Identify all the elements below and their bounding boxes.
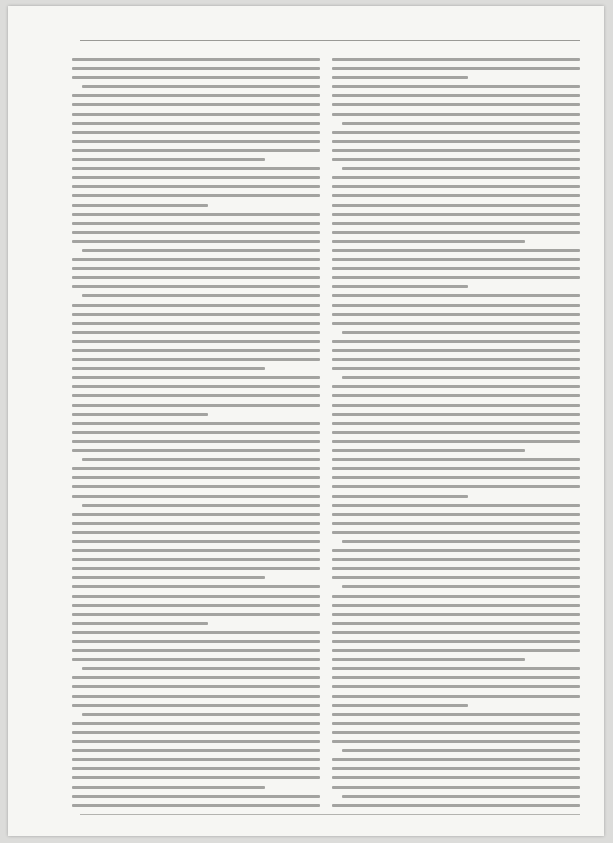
text-line-placeholder [72,722,320,725]
text-line-placeholder [72,67,320,70]
footer-rule [80,814,580,815]
text-line-placeholder [72,776,320,779]
text-line-placeholder [332,249,580,252]
text-line-placeholder [72,240,320,243]
text-line-placeholder [72,740,320,743]
text-line-placeholder [72,695,320,698]
text-line-placeholder [72,440,320,443]
text-line-placeholder [332,313,580,316]
text-line-placeholder [72,276,320,279]
text-line-placeholder [72,540,320,543]
text-line-placeholder [72,758,320,761]
text-line-placeholder [72,258,320,261]
text-line-placeholder [342,122,580,125]
text-line-placeholder [72,749,320,752]
text-line-placeholder [72,449,320,452]
text-line-placeholder [332,767,580,770]
text-line-placeholder [342,585,580,588]
text-line-placeholder [72,704,320,707]
text-line-placeholder [332,522,580,525]
text-line-placeholder [332,776,580,779]
text-line-placeholder [332,467,580,470]
text-line-placeholder [72,513,320,516]
text-line-placeholder [332,549,580,552]
text-line-placeholder [332,158,580,161]
text-line-placeholder [332,649,580,652]
text-line-placeholder [72,404,320,407]
text-line-placeholder [332,349,580,352]
text-line-placeholder [332,458,580,461]
text-line-placeholder [342,749,580,752]
text-line-placeholder [332,622,580,625]
text-line-placeholder [82,713,320,716]
text-line-placeholder [332,240,525,243]
text-line-placeholder [332,185,580,188]
text-line-placeholder [332,404,580,407]
text-line-placeholder [332,722,580,725]
text-line-placeholder [332,431,580,434]
text-line-placeholder [332,322,580,325]
text-line-placeholder [72,549,320,552]
text-line-placeholder [72,558,320,561]
text-line-placeholder [72,213,320,216]
text-line-placeholder [72,285,320,288]
text-line-placeholder [332,194,580,197]
text-line-placeholder [332,476,580,479]
text-line-placeholder [332,140,580,143]
text-line-placeholder [72,103,320,106]
text-line-placeholder [332,85,580,88]
text-line-placeholder [72,731,320,734]
text-line-placeholder [332,658,525,661]
text-line-placeholder [72,267,320,270]
text-line-placeholder [72,358,320,361]
text-line-placeholder [72,595,320,598]
text-line-placeholder [72,231,320,234]
text-line-placeholder [332,558,580,561]
text-line-placeholder [82,249,320,252]
text-line-placeholder [332,786,580,789]
text-line-placeholder [332,213,580,216]
text-line-placeholder [332,676,580,679]
text-line-placeholder [72,131,320,134]
text-line-placeholder [332,304,580,307]
text-line-placeholder [72,167,320,170]
text-line-placeholder [332,131,580,134]
text-line-placeholder [72,149,320,152]
text-line-placeholder [332,367,580,370]
text-line-placeholder [332,595,580,598]
text-line-placeholder [72,413,208,416]
text-line-placeholder [332,449,525,452]
text-line-placeholder [72,585,320,588]
text-line-placeholder [332,504,580,507]
text-line-placeholder [72,58,320,61]
text-column-left [72,58,320,810]
text-line-placeholder [332,103,580,106]
text-line-placeholder [82,667,320,670]
text-line-placeholder [72,658,320,661]
text-line-placeholder [332,576,580,579]
text-line-placeholder [72,495,320,498]
text-line-placeholder [332,222,580,225]
text-line-placeholder [72,94,320,97]
text-line-placeholder [332,695,580,698]
text-line-placeholder [332,495,468,498]
text-line-placeholder [332,58,580,61]
text-line-placeholder [332,285,468,288]
header-rule [80,40,580,41]
text-line-placeholder [332,513,580,516]
text-line-placeholder [332,713,580,716]
text-line-placeholder [332,413,580,416]
text-line-placeholder [72,140,320,143]
text-line-placeholder [332,704,468,707]
text-line-placeholder [72,767,320,770]
text-line-placeholder [332,394,580,397]
text-line-placeholder [72,476,320,479]
text-line-placeholder [72,631,320,634]
text-line-placeholder [332,422,580,425]
text-line-placeholder [72,485,320,488]
text-line-placeholder [72,304,320,307]
text-line-placeholder [332,176,580,179]
text-line-placeholder [72,604,320,607]
text-line-placeholder [72,576,265,579]
text-line-placeholder [72,649,320,652]
text-line-placeholder [72,122,320,125]
text-line-placeholder [82,85,320,88]
text-line-placeholder [332,258,580,261]
text-line-placeholder [342,540,580,543]
text-line-placeholder [332,358,580,361]
text-line-placeholder [72,349,320,352]
text-line-placeholder [72,204,208,207]
text-line-placeholder [72,331,320,334]
text-line-placeholder [72,467,320,470]
text-line-placeholder [342,376,580,379]
text-line-placeholder [82,458,320,461]
text-line-placeholder [342,795,580,798]
text-line-placeholder [72,795,320,798]
text-line-placeholder [72,567,320,570]
text-line-placeholder [72,422,320,425]
text-line-placeholder [342,167,580,170]
text-line-placeholder [332,631,580,634]
text-line-placeholder [342,331,580,334]
text-line-placeholder [332,640,580,643]
text-line-placeholder [72,640,320,643]
text-line-placeholder [72,376,320,379]
text-line-placeholder [332,804,580,807]
document-page [8,6,604,836]
text-line-placeholder [332,485,580,488]
text-line-placeholder [72,431,320,434]
text-line-placeholder [332,604,580,607]
text-line-placeholder [332,76,468,79]
text-line-placeholder [72,313,320,316]
text-line-placeholder [72,322,320,325]
text-column-right [332,58,580,810]
text-line-placeholder [332,149,580,152]
text-line-placeholder [72,522,320,525]
text-line-placeholder [72,367,265,370]
text-line-placeholder [332,385,580,388]
text-line-placeholder [72,786,265,789]
text-line-placeholder [332,758,580,761]
text-line-placeholder [332,204,580,207]
text-line-placeholder [332,440,580,443]
text-line-placeholder [72,394,320,397]
text-line-placeholder [332,667,580,670]
text-line-placeholder [72,685,320,688]
text-line-placeholder [72,676,320,679]
text-line-placeholder [72,531,320,534]
text-line-placeholder [332,531,580,534]
text-line-placeholder [82,504,320,507]
text-line-placeholder [72,176,320,179]
text-line-placeholder [332,113,580,116]
text-line-placeholder [72,113,320,116]
text-line-placeholder [332,231,580,234]
text-line-placeholder [72,76,320,79]
text-line-placeholder [332,94,580,97]
text-line-placeholder [72,385,320,388]
text-line-placeholder [332,567,580,570]
text-line-placeholder [72,158,265,161]
text-line-placeholder [72,194,320,197]
text-line-placeholder [72,804,320,807]
text-line-placeholder [332,294,580,297]
text-line-placeholder [72,622,208,625]
text-line-placeholder [332,267,580,270]
text-line-placeholder [332,740,580,743]
text-line-placeholder [332,685,580,688]
text-line-placeholder [72,222,320,225]
text-line-placeholder [82,294,320,297]
text-line-placeholder [72,613,320,616]
text-line-placeholder [72,185,320,188]
text-line-placeholder [72,340,320,343]
text-line-placeholder [332,276,580,279]
text-line-placeholder [332,67,580,70]
text-line-placeholder [332,613,580,616]
text-line-placeholder [332,340,580,343]
text-line-placeholder [332,731,580,734]
